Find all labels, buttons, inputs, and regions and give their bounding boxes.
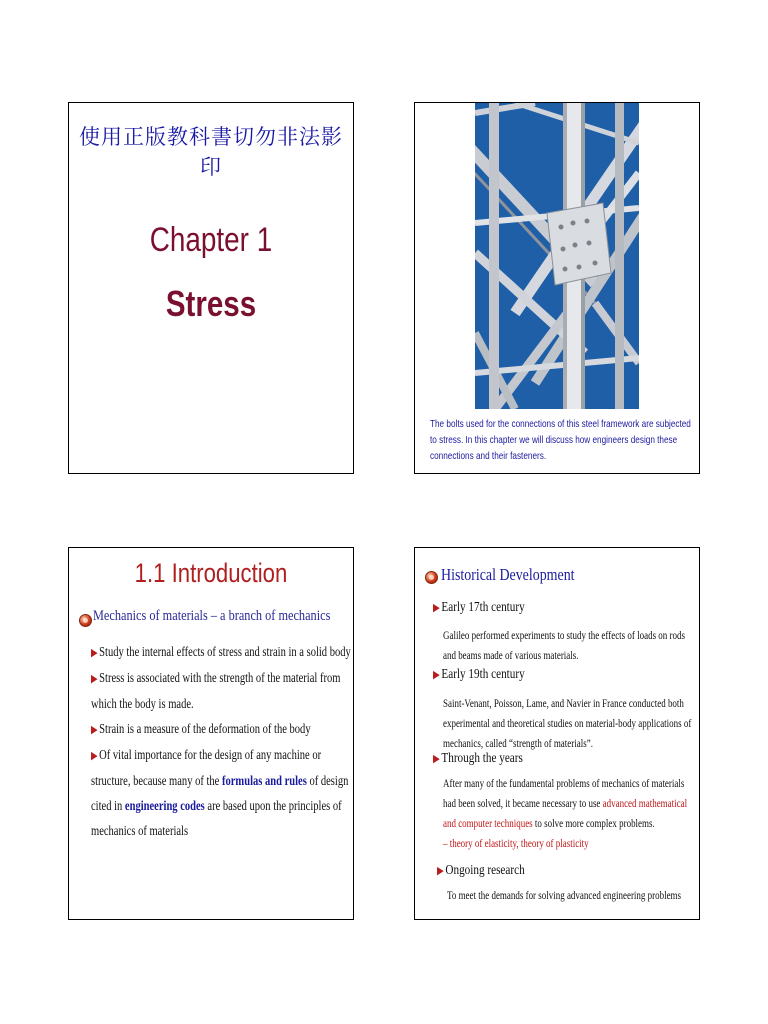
bullet-line <box>91 665 351 691</box>
item-desc <box>447 886 681 906</box>
item-head <box>437 863 525 879</box>
bullet-text: of design <box>309 773 349 788</box>
slide-introduction <box>68 547 354 920</box>
desc-line: After many of the fundamental problems of mechanics of materials <box>443 778 685 790</box>
desc-text: to solve more complex problems. <box>534 818 655 830</box>
item-head <box>433 667 525 683</box>
desc-line <box>443 794 687 814</box>
desc-line <box>443 814 687 834</box>
item-head-text: Early 17th century <box>441 600 525 615</box>
item-desc <box>443 694 691 754</box>
bullet-line <box>91 793 351 818</box>
red-arrow-bullet-icon: ▶ <box>433 601 440 614</box>
desc-text: had been solved, it became necessary to use <box>443 798 601 810</box>
highlight-formulas: formulas and rules <box>221 773 307 788</box>
item-head <box>433 751 523 767</box>
item-head <box>433 600 525 616</box>
desc-line: To meet the demands for solving advanced engineering problems <box>447 890 682 902</box>
bullet-line <box>91 639 351 665</box>
caption-line: connections and their fasteners. <box>430 450 547 462</box>
steel-framework-photo <box>475 103 639 409</box>
bullet-line <box>91 768 351 793</box>
chapter-title: Stress <box>165 283 257 324</box>
item-head-text: Ongoing research <box>445 863 525 878</box>
slide-historical-development <box>414 547 700 920</box>
intro-bullets <box>91 639 351 843</box>
red-arrow-bullet-icon: ▶ <box>91 646 98 659</box>
red-arrow-bullet-icon: ▶ <box>91 749 98 762</box>
bullet-text: Stress is associated with the strength of the material from <box>99 670 341 685</box>
section-title: 1.1 Introduction <box>134 558 288 588</box>
bullet-line <box>91 742 351 768</box>
bullet-line <box>91 818 351 843</box>
section-title: Historical Development <box>441 565 575 584</box>
orange-circle-bullet-icon <box>79 614 92 627</box>
bullet-text: Of vital importance for the design of any machine or <box>99 747 322 762</box>
item-head-text: Early 19th century <box>441 667 525 682</box>
bullet-text: structure, because many of the <box>91 773 220 788</box>
red-arrow-bullet-icon: ▶ <box>433 668 440 681</box>
orange-circle-bullet-icon <box>425 571 438 584</box>
highlight-codes: engineering codes <box>124 798 205 813</box>
desc-line-red: – theory of elasticity, theory of plasticity <box>443 838 589 850</box>
bullet-text: mechanics of materials <box>91 823 189 838</box>
item-head-text: Through the years <box>441 751 523 766</box>
subheading: Mechanics of materials – a branch of mechanics <box>93 608 331 624</box>
slide-chapter-title <box>68 102 354 474</box>
bullet-text: which the body is made. <box>91 696 194 711</box>
photo-caption <box>430 416 699 464</box>
desc-red-text: and computer techniques <box>443 818 533 830</box>
caption-line: to stress. In this chapter we will discuss how engineers design these <box>430 434 678 446</box>
bullet-line <box>91 716 351 742</box>
desc-red-text: advanced mathematical <box>602 798 688 810</box>
desc-line: Galileo performed experiments to study the effects of loads on rods <box>443 630 685 642</box>
slide-framework-photo <box>414 102 700 474</box>
bullet-text: Study the internal effects of stress and strain in a solid body <box>99 644 351 659</box>
desc-line: mechanics, called “strength of materials”. <box>443 738 593 750</box>
red-arrow-bullet-icon: ▶ <box>91 672 98 685</box>
red-arrow-bullet-icon: ▶ <box>433 752 440 765</box>
caption-line: The bolts used for the connections of this steel framework are subjected <box>430 418 691 430</box>
red-arrow-bullet-icon: ▶ <box>91 723 98 736</box>
bullet-line <box>91 691 351 716</box>
item-desc <box>443 626 685 666</box>
desc-line: Saint-Venant, Poisson, Lame, and Navier in France conducted both <box>443 698 684 710</box>
red-arrow-bullet-icon: ▶ <box>437 864 444 877</box>
chapter-number: Chapter 1 <box>149 221 273 259</box>
item-desc <box>443 774 687 854</box>
bullet-text: Strain is a measure of the deformation of the body <box>99 721 311 736</box>
bullet-text: cited in <box>91 798 123 813</box>
desc-line: experimental and theoretical studies on material-body applications of <box>443 718 692 730</box>
copyright-notice: 使用正版教科書切勿非法影印 <box>79 125 343 179</box>
desc-line: and beams made of various materials. <box>443 650 579 662</box>
bullet-text: are based upon the principles of <box>207 798 342 813</box>
